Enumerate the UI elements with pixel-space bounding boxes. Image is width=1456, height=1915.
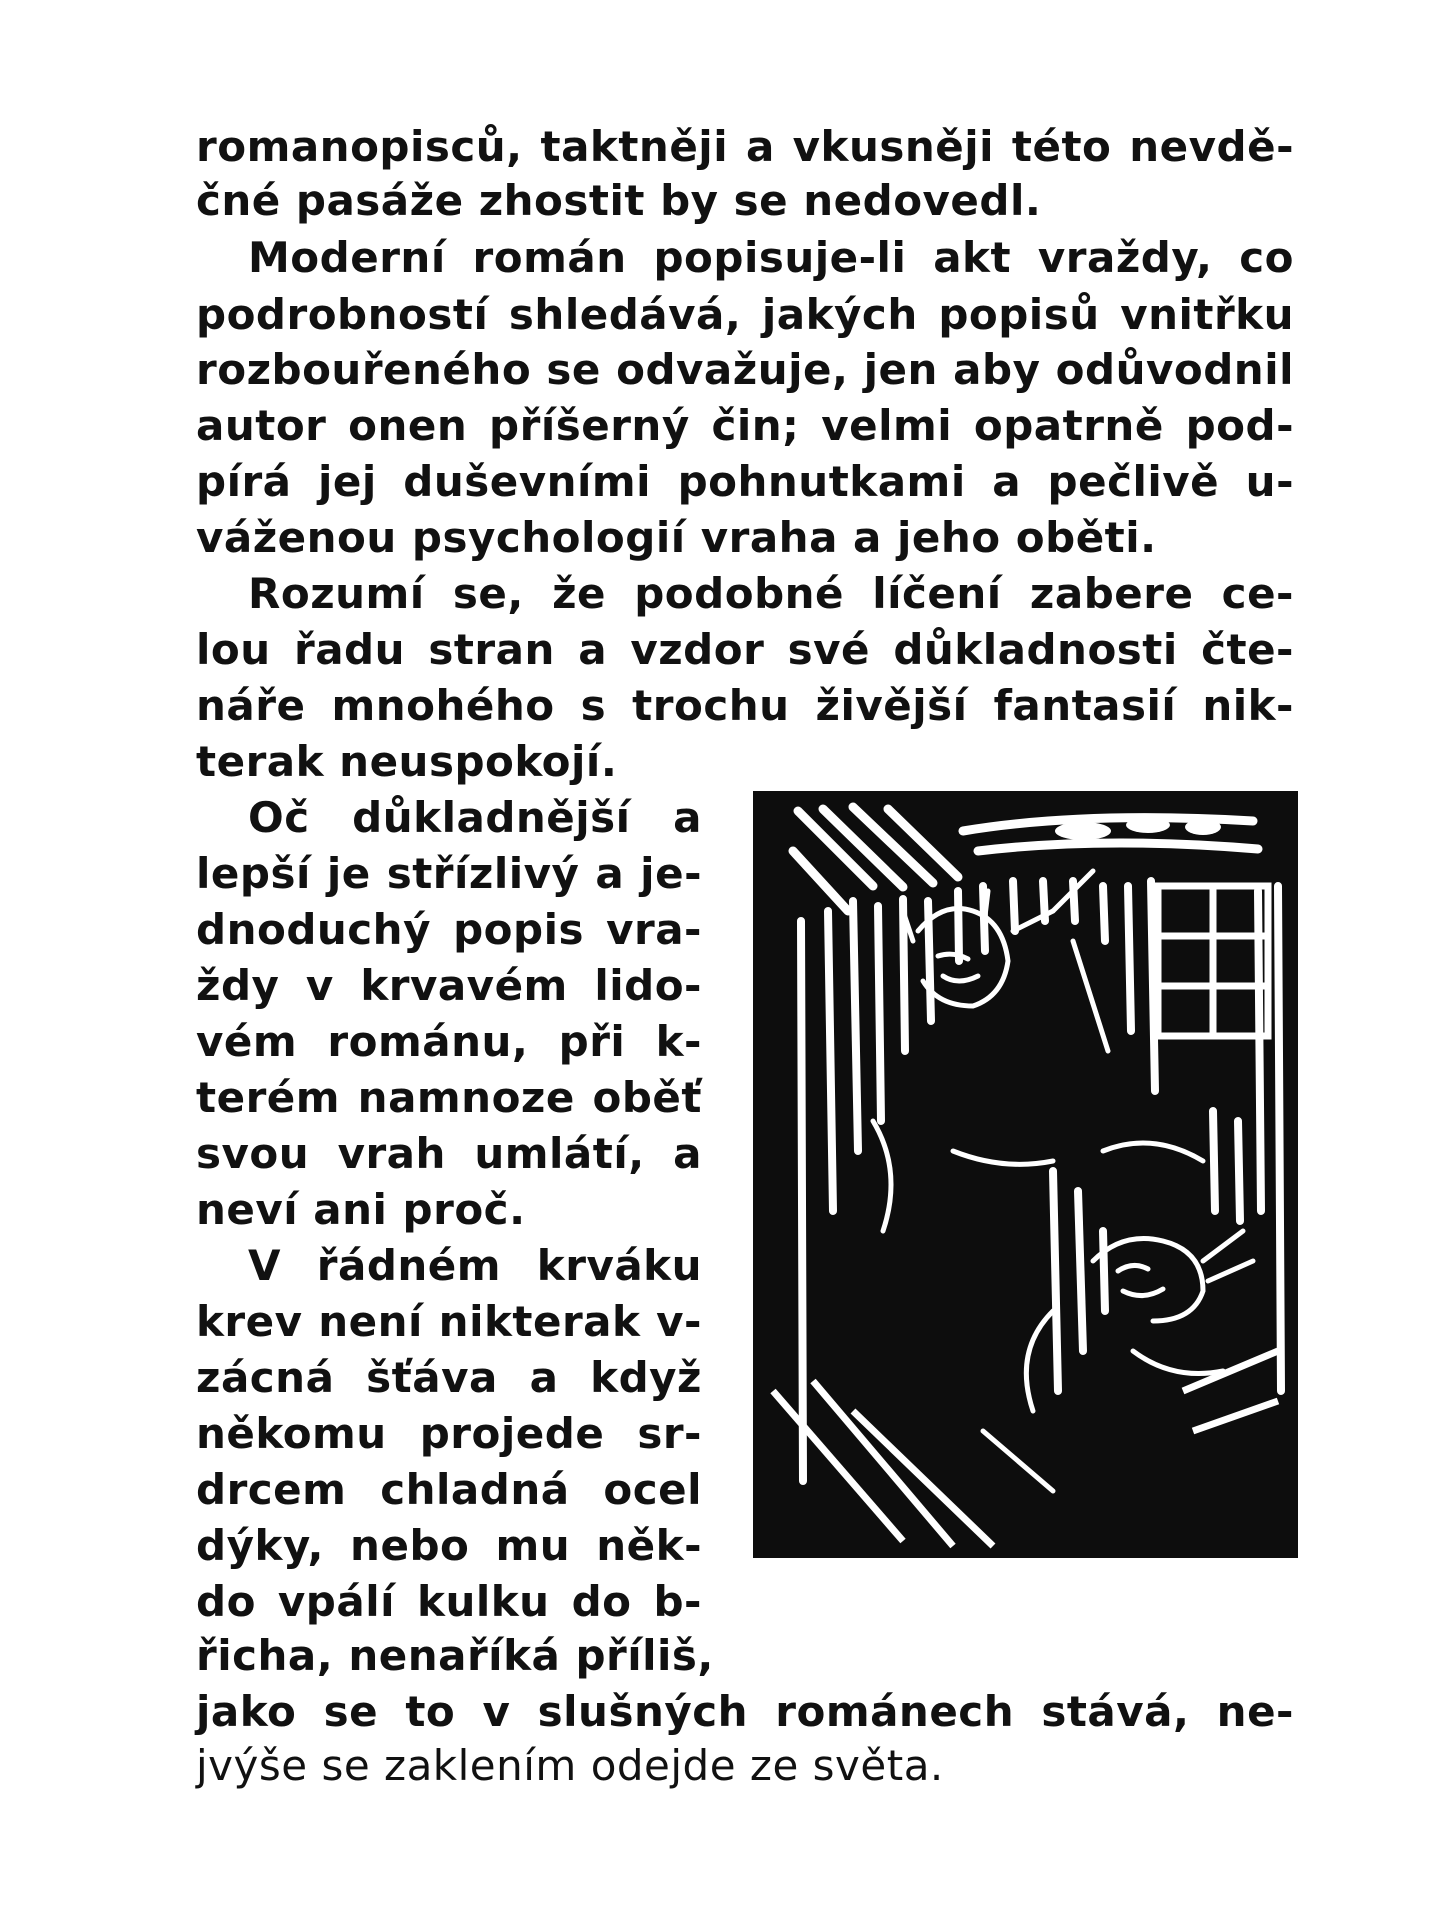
text-line: terak neuspokojí. (196, 737, 618, 786)
text-line: ždy v krvavém lido- (196, 961, 702, 1010)
text-line: váženou psychologií vraha a jeho oběti. (196, 513, 1157, 562)
text-line: neví ani proč. (196, 1185, 526, 1234)
text-line: terém namnoze oběť (196, 1073, 702, 1122)
text-line: krev není nikterak v- (196, 1297, 702, 1346)
text-line: do vpálí kulku do b- (196, 1577, 702, 1626)
text-line: romanopisců, taktněji a vkusněji této nevdě- (196, 122, 1294, 171)
paragraph-first-line: Moderní román popisuje-li akt vraždy, co (248, 233, 1294, 282)
text-line: svou vrah umlátí, a (196, 1129, 702, 1178)
paragraph-first-line: Oč důkladnější a (248, 793, 702, 842)
text-line: vém románu, při k- (196, 1017, 702, 1066)
text-line: jvýše se zaklením odejde ze světa. (196, 1741, 944, 1790)
text-line: čné pasáže zhostit by se nedovedl. (196, 176, 1042, 225)
woodcut-murder-scene-illustration (753, 791, 1298, 1558)
text-line: dnoduchý popis vra- (196, 905, 702, 954)
paragraph-first-line: V řádném krváku (248, 1241, 702, 1290)
text-line: řicha, nenaříká příliš, (196, 1631, 714, 1680)
text-line: podrobností shledává, jakých popisů vnitřku (196, 290, 1294, 339)
text-line: rozbouřeného se odvažuje, jen aby odůvodnil (196, 345, 1294, 394)
text-line: lou řadu stran a vzdor své důkladnosti čte- (196, 625, 1294, 674)
text-line: zácná šťáva a když (196, 1353, 702, 1402)
text-line: pírá jej duševními pohnutkami a pečlivě u- (196, 457, 1294, 506)
text-line: jako se to v slušných románech stává, ne- (196, 1687, 1294, 1736)
text-line: někomu projede sr- (196, 1409, 702, 1458)
text-line: autor onen příšerný čin; velmi opatrně pod- (196, 401, 1294, 450)
text-line: drcem chladná ocel (196, 1465, 702, 1514)
paragraph-first-line: Rozumí se, že podobné líčení zabere ce- (248, 569, 1294, 618)
text-line: dýky, nebo mu něk- (196, 1521, 702, 1570)
text-line: náře mnohého s trochu živější fantasií nik- (196, 681, 1294, 730)
text-line: lepší je střízlivý a je- (196, 849, 702, 898)
